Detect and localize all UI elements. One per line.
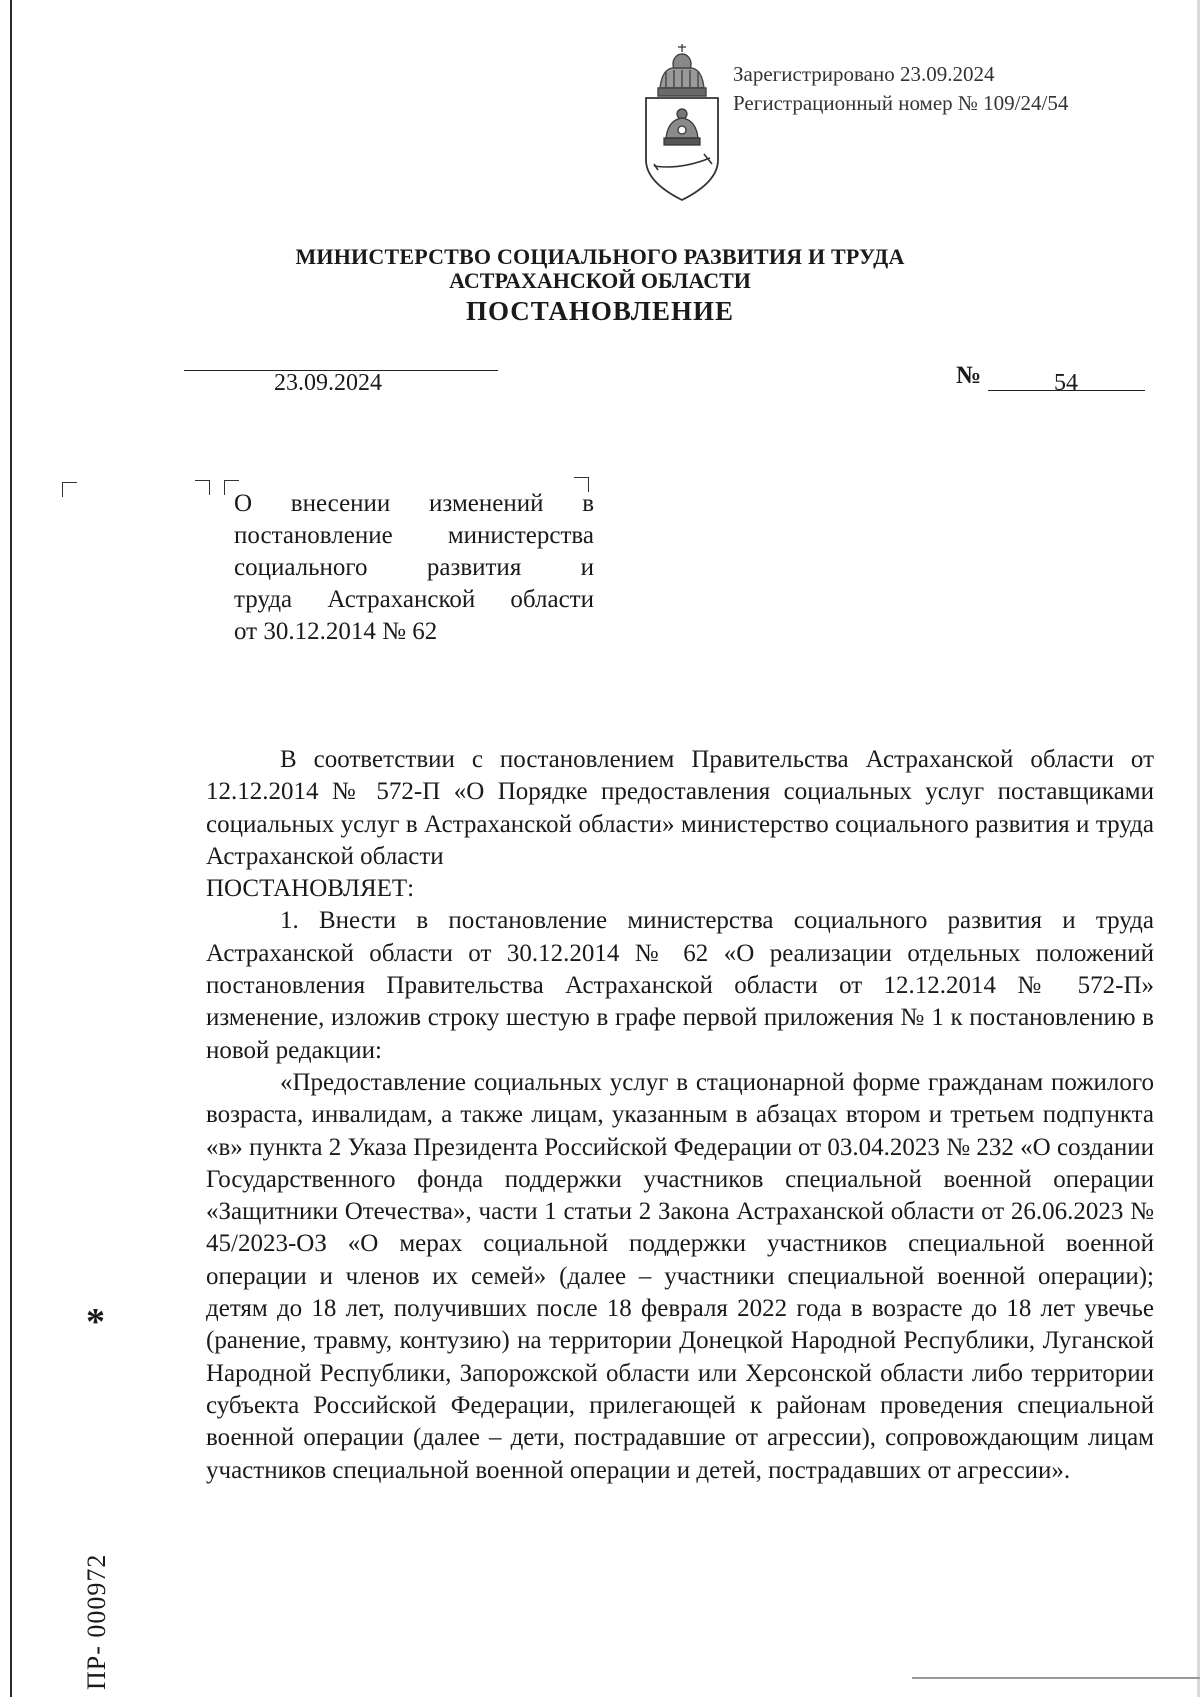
registration-date: Зарегистрировано 23.09.2024 bbox=[733, 62, 995, 86]
decree-word: ПОСТАНОВЛЯЕТ: bbox=[206, 875, 415, 903]
registration-stamp bbox=[733, 60, 1068, 118]
document-date: 23.09.2024 bbox=[274, 370, 382, 396]
scan-bottom-edge bbox=[912, 1677, 1200, 1679]
body-quoted-paragraph: «Предоставление социальных услуг в стационарной форме гражданам пожилого возраста, инвалидам, а также лицам, указанным в абзацах втором и третьем подпункта «в» пункта 2 Указа Президента Российской Федерации от 03.04.2023 № 232 «О создании Государственного фонда поддержки участников специальной военной операции «Защитники Отечества», части 1 статьи 2 Закона Астраханской области от 26.06.2023 № 45/2023-ОЗ «О мерах социальной поддержки участников специальной военной операции и членов их семей» (далее – участники специальной военной операции); детям до 18 лет, получивших после 18 февраля 2022 года в возрасте до 18 лет увечье (ранение, травму, контузию) на территории Донецкой Народной Республики, Луганской Народной Республики, Запорожской области или Херсонской области либо территории субъекта Российской Федерации, прилегающей к районам проведения специальной военной операции (далее – дети, пострадавшие от агрессии), сопровождающим лицам участников специальной военной операции и детей, пострадавших от агрессии». bbox=[206, 1068, 1154, 1484]
ministry-name-line1: МИНИСТЕРСТВО СОЦИАЛЬНОГО РАЗВИТИЯ И ТРУДА bbox=[295, 244, 905, 269]
body-item-1-paragraph: 1. Внести в постановление министерства социального развития и труда Астраханской области от 30.12.2014 № 62 «О реализации отдельных положений постановления Правительства Астраханской области от 12.12.2014 № 572-П» изменение, изложив строку шестую в графе первой приложения № 1 к постановлению в новой редакции: bbox=[206, 907, 1154, 1064]
subject-line: от 30.12.2014 № 62 bbox=[234, 618, 438, 645]
corner-mark bbox=[62, 482, 77, 497]
side-registration-mark: ПР- 000972 bbox=[82, 1553, 111, 1690]
astrakhan-coat-of-arms-icon bbox=[640, 42, 724, 204]
document-subject bbox=[234, 488, 594, 648]
corner-mark bbox=[195, 480, 210, 495]
document-type-title: ПОСТАНОВЛЕНИЕ bbox=[465, 296, 735, 326]
body-intro-paragraph: В соответствии с постановлением Правительства Астраханской области от 12.12.2014 № 572-П «О Порядке предоставления социальных услуг поставщиками социальных услуг в Астраханской области» министерство социального развития и труда Астраханской области bbox=[206, 746, 1154, 870]
subject-line: О внесении изменений в bbox=[234, 490, 594, 517]
ministry-name-line2: АСТРАХАНСКОЙ ОБЛАСТИ bbox=[449, 268, 751, 293]
side-asterisk-mark: * bbox=[86, 1301, 105, 1343]
document-body bbox=[206, 744, 1154, 1487]
subject-line: труда Астраханской области bbox=[234, 586, 594, 613]
subject-line: постановление министерства bbox=[234, 522, 594, 549]
number-sign: № bbox=[956, 362, 982, 389]
document-number: 54 bbox=[1054, 370, 1078, 396]
subject-line: социального развития и bbox=[234, 554, 594, 581]
registration-number: Регистрационный номер № 109/24/54 bbox=[733, 91, 1069, 115]
